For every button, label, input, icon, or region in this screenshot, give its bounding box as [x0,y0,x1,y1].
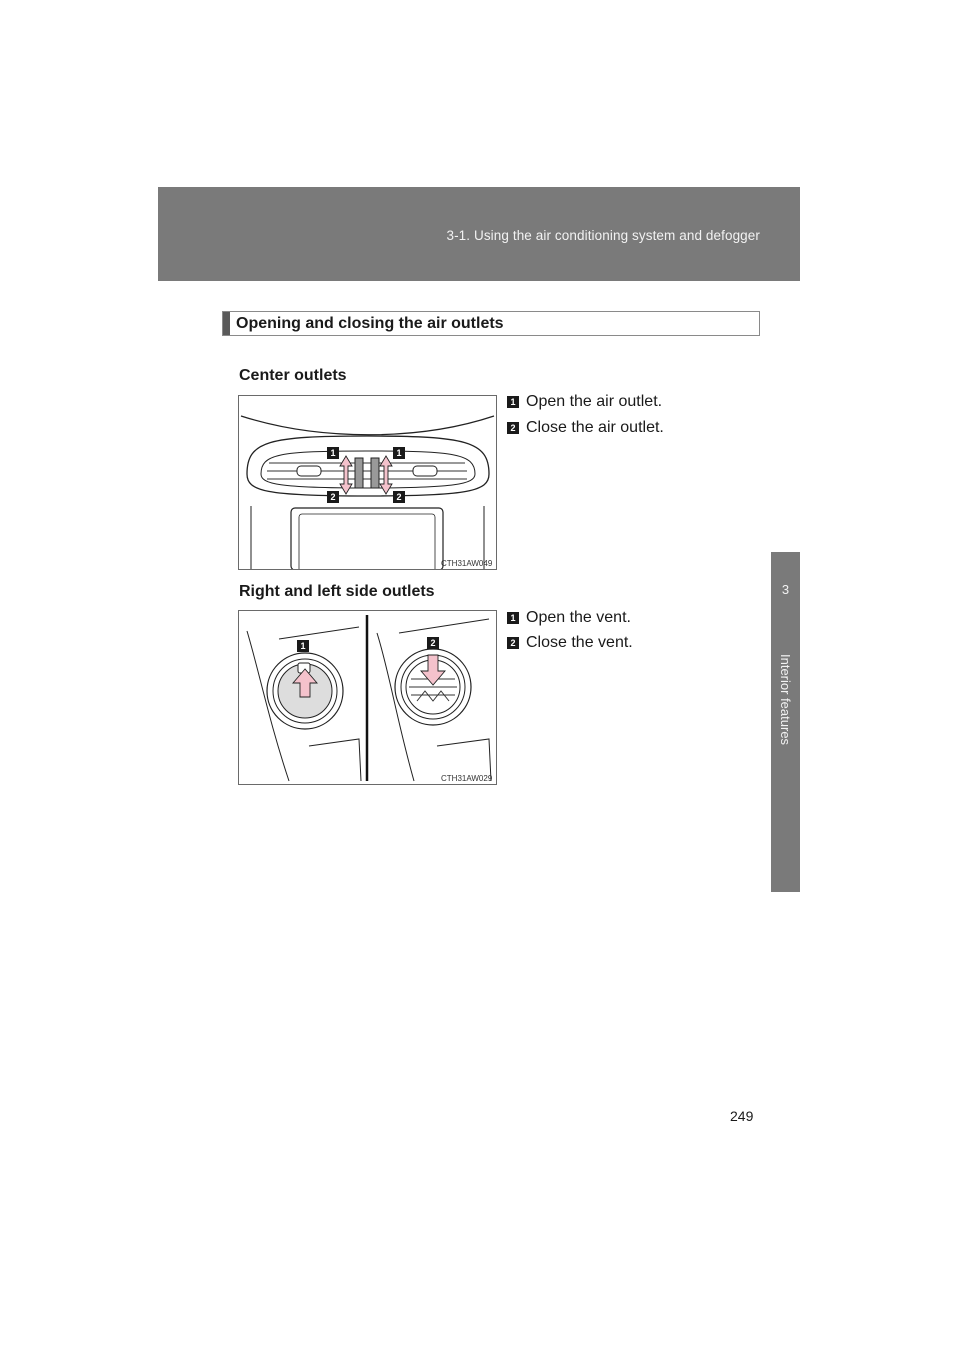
center-outlets-figure [238,395,497,570]
section-title-accent [223,312,230,335]
step-badge: 1 [507,396,519,408]
figure-code: CTH31AW029 [441,774,493,783]
step-text: Open the air outlet. [526,393,663,410]
side-outlets-illustration [239,611,496,784]
chapter-label: Interior features [778,654,793,746]
callout-label: 1 [300,641,306,651]
outlet-inner-frame [261,451,475,488]
callout-label: 2 [430,638,436,648]
dashboard-contour [241,416,494,435]
side-outlets-heading: Right and left side outlets [239,583,435,600]
center-outlets-heading: Center outlets [239,367,347,384]
step-badge: 1 [507,612,519,624]
callout-label: 2 [330,492,336,502]
chapter-header-title: 3-1. Using the air conditioning system and defogger [446,228,760,243]
left-panel-line [279,627,359,639]
figure-code: CTH31AW049 [441,559,493,568]
right-dial [371,458,379,488]
callout-label: 1 [330,448,336,458]
side-step-2 [507,632,633,654]
chapter-header-band [158,187,800,281]
callout-label: 2 [396,492,402,502]
chapter-number: 3 [781,582,790,597]
step-text: Close the vent. [526,634,633,651]
section-title-bar [222,311,760,336]
step-text: Close the air outlet. [526,419,664,436]
section-title: Opening and closing the air outlets [236,315,504,332]
side-outlets-figure [238,610,497,785]
side-step-1 [507,607,631,629]
center-step-2 [507,417,664,439]
step-text: Open the vent. [526,609,631,626]
step-badge: 2 [507,637,519,649]
left-dial [355,458,363,488]
step-badge: 2 [507,422,519,434]
center-outlets-illustration [239,396,496,569]
display-screen-inner [299,514,435,569]
right-louver-tab [413,466,437,476]
left-louver-tab [297,466,321,476]
page-number: 249 [730,1108,754,1124]
right-panel-line [399,619,489,633]
left-panel-line [309,739,361,781]
center-step-1 [507,391,662,413]
callout-label: 1 [396,448,402,458]
chapter-side-tab [771,552,800,892]
